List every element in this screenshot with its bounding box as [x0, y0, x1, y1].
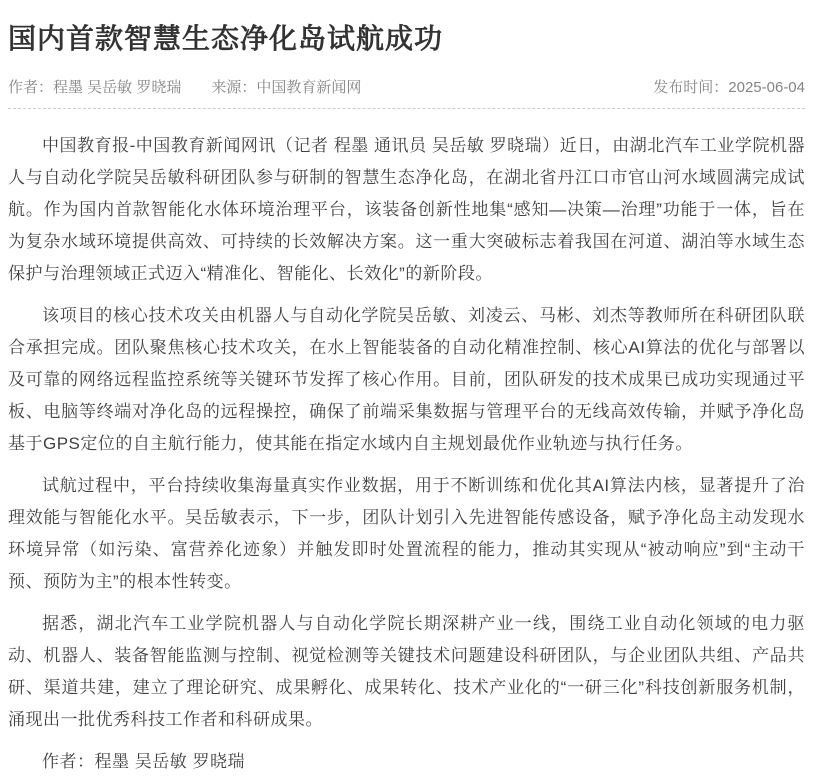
meta-author-label: 作者： [8, 79, 54, 96]
meta-source-value: 中国教育新闻网 [256, 79, 362, 96]
article-paragraph: 该项目的核心技术攻关由机器人与自动化学院吴岳敏、刘凌云、马彬、刘杰等教师所在科研团队联合承担完成。团队聚焦核心技术攻关，在水上智能装备的自动化精准控制、核心AI算法的优化与部署以及可靠的网络远程监控系统等关键环节发挥了核心作用。目前，团队研发的技术成果已成功实现通过平板、电脑等终端对净化岛的远程操控，确保了前端采集数据与管理平台的无线高效传输，并赋予净化岛基于GPS定位的自主航行能力，使其能在指定水域内自主规划最优作业轨迹与执行任务。 [8, 306, 805, 453]
meta-publish-label: 发布时间： [653, 79, 729, 96]
meta-publish-date: 2025-06-04 [728, 79, 805, 96]
footer-author-line: 作者：程墨 吴岳敏 罗晓瑞 [42, 752, 245, 771]
article-paragraph: 据悉，湖北汽车工业学院机器人与自动化学院长期深耕产业一线，围绕工业自动化领域的电力驱动、机器人、装备智能监测与控制、视觉检测等关键技术问题建设科研团队，与企业团队共组、产品共研、渠道共建，建立了理论研究、成果孵化、成果转化、技术产业化的“一研三化”科技创新服务机制，涌现出一批优秀科技工作者和科研成果。 [8, 614, 805, 729]
article-paragraph: 试航过程中，平台持续收集海量真实作业数据，用于不断训练和优化其AI算法内核，显著提升了治理效能与智能化水平。吴岳敏表示，下一步，团队计划引入先进智能传感设备，赋予净化岛主动发现水环境异常（如污染、富营养化迹象）并触发即时处置流程的能力，推动其实现从“被动响应”到“主动干预、预防为主”的根本性转变。 [8, 476, 805, 591]
meta-author-value: 程墨 吴岳敏 罗晓瑞 [53, 79, 182, 96]
article-body [8, 130, 805, 778]
meta-source [211, 76, 361, 97]
meta-author [8, 76, 181, 97]
meta-publish-time [653, 76, 805, 97]
meta-source-label: 来源： [211, 79, 257, 96]
article-paragraph: 中国教育报-中国教育新闻网讯（记者 程墨 通讯员 吴岳敏 罗晓瑞）近日，由湖北汽车工业学院机器人与自动化学院吴岳敏科研团队参与研制的智慧生态净化岛，在湖北省丹江口市官山河水域圆满完成试航。作为国内首款智能化水体环境治理平台，该装备创新性地集“感知—决策—治理”功能于一体，旨在为复杂水域环境提供高效、可持续的长效解决方案。这一重大突破标志着我国在河道、湖泊等水域生态保护与治理领域正式迈入“精准化、智能化、长效化”的新阶段。 [8, 136, 805, 283]
dashed-divider [8, 108, 805, 109]
page-title: 国内首款智慧生态净化岛试航成功 [8, 23, 444, 54]
article-meta-row [8, 76, 805, 97]
